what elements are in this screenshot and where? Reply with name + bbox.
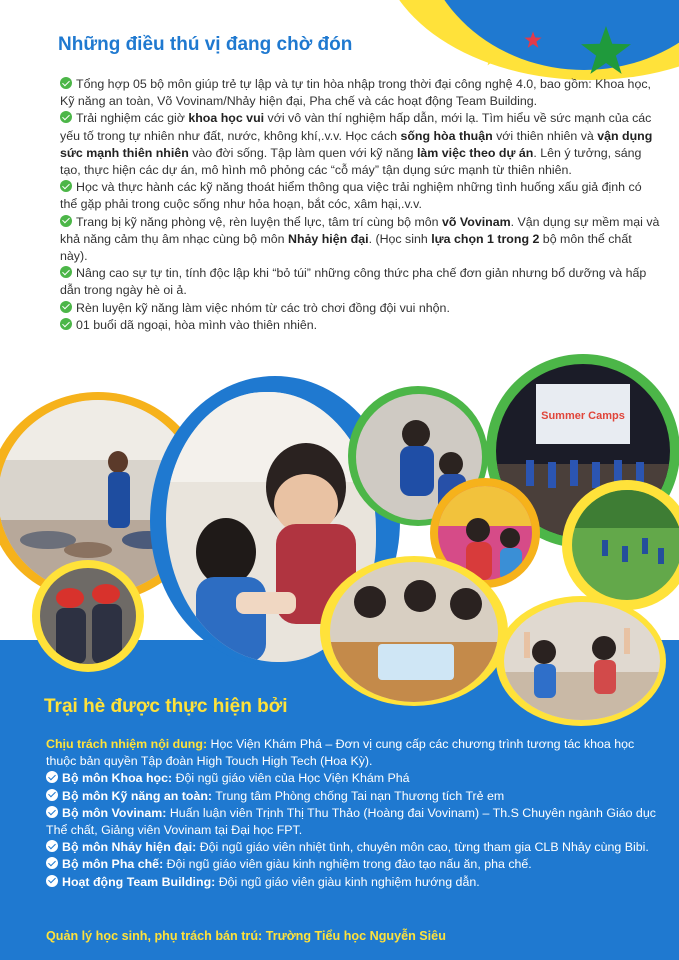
check-circle-icon xyxy=(46,771,58,783)
check-circle-icon xyxy=(60,301,72,313)
item-label: Bộ môn Khoa học: xyxy=(62,771,173,786)
item-label: Hoạt động Team Building: xyxy=(62,874,216,889)
check-circle-icon xyxy=(46,875,58,887)
list-item xyxy=(46,839,658,856)
item-label: Bộ môn Kỹ năng an toàn: xyxy=(62,788,213,803)
check-circle-icon xyxy=(60,111,72,123)
item-text: Huấn luận viên Trịnh Thị Thu Thảo (Hoàng đai Vovinam) – Th.S Chuyên ngành Giáo dục Thể chất, Giảng viên Vovinam tại Đại học FPT. xyxy=(46,805,656,838)
item-text: . (Học sinh xyxy=(368,231,432,246)
highlights-list xyxy=(60,76,662,334)
green-star-icon xyxy=(580,26,632,76)
item-text: vào đời sống. Tập làm quen với kỹ năng xyxy=(188,145,417,160)
list-item xyxy=(46,788,658,805)
item-text: bộ môn thể chất này). xyxy=(60,231,632,264)
list-item xyxy=(60,110,662,179)
content-text: Học Viện Khám Phá – Đơn vị cung cấp các chương trình tương tác khoa học thuộc bản quyền Tập đoàn High Touch High Tech (Hoa Kỳ). xyxy=(46,737,635,769)
photo-water-experiment xyxy=(330,562,498,702)
red-star-icon xyxy=(524,31,542,49)
item-text: Đội ngũ giáo viên của Học Viện Khám Phá xyxy=(172,771,410,786)
item-label: Bộ môn Nhảy hiện đại: xyxy=(62,840,197,855)
list-item xyxy=(46,805,658,839)
photo-firefighter-kids xyxy=(40,568,136,664)
check-circle-icon xyxy=(46,840,58,852)
section-title-organizers: Trại hè được thực hiện bởi xyxy=(44,696,288,717)
item-text: Trung tâm Phòng chống Tai nạn Thương tích Trẻ em xyxy=(212,788,505,803)
content-label: Chịu trách nhiệm nội dung: xyxy=(46,737,208,751)
item-emphasis: làm việc theo dự án xyxy=(416,145,534,160)
content-responsibility xyxy=(46,736,658,770)
item-text: với thiên nhiên và xyxy=(492,128,598,143)
item-text: Trang bị kỹ năng phòng vệ, rèn luyện thể lực, tâm trí cùng bộ môn xyxy=(76,214,442,229)
item-text: Nâng cao sự tự tin, tính độc lập khi “bỏ túi” những công thức pha chế đơn giản nhưng bổ dưỡng và hấp dẫn trong ngày hè oi ả. xyxy=(60,266,647,298)
yellow-star-icon xyxy=(484,50,501,66)
item-emphasis: vận dụng sức mạnh thiên nhiên xyxy=(60,128,653,160)
item-text: Đội ngũ giáo viên giàu kinh nghiệm trong đào tạo nấu ăn, pha chế. xyxy=(163,857,532,872)
item-text: Tổng hợp 05 bộ môn giúp trẻ tự lập và tự tin hòa nhập trong thời đại công nghệ 4.0, bao gồm: Khoa học, Kỹ năng an toàn, Võ Vovinam/Nhảy hiện đại, Pha chế và các hoạt động Team Building. xyxy=(60,77,651,109)
list-item xyxy=(46,874,658,891)
check-circle-icon xyxy=(60,266,72,278)
item-text: Rèn luyện kỹ năng làm việc nhóm từ các trò chơi đồng đội vui nhộn. xyxy=(76,300,450,315)
item-text: với vô vàn thí nghiệm hấp dẫn, mới lạ. Tìm hiểu về sức mạnh của các yếu tố trong tự nhiên như đất, nước, không khí,.v.v. Học cách xyxy=(60,111,652,143)
list-item xyxy=(60,317,662,334)
organizers-list xyxy=(46,736,658,891)
item-emphasis: sống hòa thuận xyxy=(400,128,493,143)
item-text: Đội ngũ giáo viên giàu kinh nghiệm hướng dẫn. xyxy=(215,874,480,889)
list-item xyxy=(60,265,662,299)
item-label: Bộ môn Pha chế: xyxy=(62,857,164,872)
item-text: Học và thực hành các kỹ năng thoát hiểm thông qua việc trải nghiệm những tình huống xấu giả định có thể gặp phải trong cuộc sống như hỏa hoạn, bắt cóc, xâm hại,.v.v. xyxy=(60,180,642,212)
list-item xyxy=(46,770,658,787)
list-item xyxy=(60,179,662,213)
check-circle-icon xyxy=(46,789,58,801)
check-circle-icon xyxy=(60,77,72,89)
item-text: Đội ngũ giáo viên nhiệt tình, chuyên môn cao, từng tham gia CLB Nhảy cùng Bibi. xyxy=(196,840,649,855)
list-item xyxy=(46,856,658,873)
item-text: Trải nghiệm các giờ xyxy=(76,111,189,126)
management-note: Quản lý học sinh, phụ trách bán trú: Trường Tiểu học Nguyễn Siêu xyxy=(46,929,446,943)
check-circle-icon xyxy=(46,806,58,818)
item-text: 01 buổi dã ngoại, hòa mình vào thiên nhiên. xyxy=(76,317,318,332)
check-circle-icon xyxy=(60,318,72,330)
photo-kids-cheering xyxy=(504,602,660,720)
list-item xyxy=(60,76,662,110)
item-emphasis: Nhảy hiện đại xyxy=(288,231,369,246)
list-item xyxy=(60,214,662,266)
item-text: . Lên ý tưởng, sáng tạo, thực hiện các dự án, mô hình mô phỏng các “cỗ máy” tận dụng sức mạnh từ thiên nhiên. xyxy=(60,145,642,178)
list-item xyxy=(60,300,662,317)
check-circle-icon xyxy=(60,180,72,192)
check-circle-icon xyxy=(60,215,72,227)
check-circle-icon xyxy=(46,857,58,869)
screen-text: Summer Camps xyxy=(541,410,625,422)
item-emphasis: võ Vovinam xyxy=(442,214,511,229)
item-emphasis: lựa chọn 1 trong 2 xyxy=(431,231,540,246)
item-label: Bộ môn Vovinam: xyxy=(62,805,167,820)
item-emphasis: khoa học vui xyxy=(188,111,265,126)
section-title-highlights: Những điều thú vị đang chờ đón xyxy=(58,34,353,55)
item-text: . Vận dụng sự mềm mại và khả năng cảm thụ âm nhạc cùng bộ môn xyxy=(60,214,660,246)
photo-outdoor-field xyxy=(572,490,679,600)
